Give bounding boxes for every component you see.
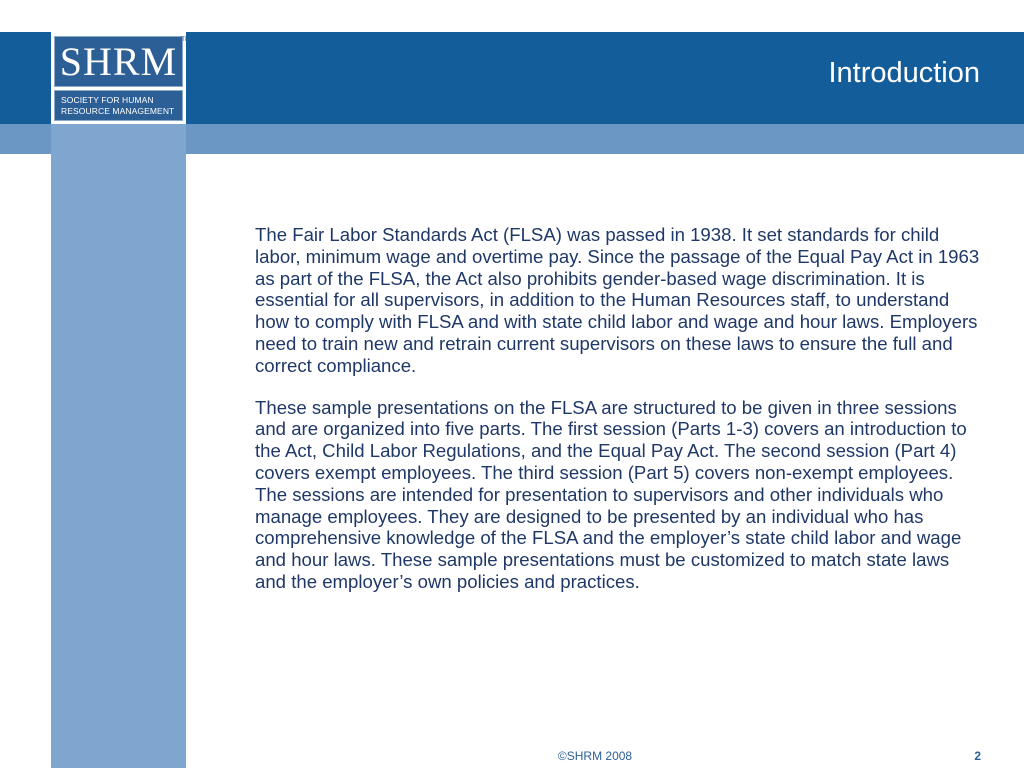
shrm-logo (51, 32, 190, 124)
logo-letters: SHRM (59, 38, 178, 84)
logo-caption (54, 90, 183, 121)
logo-caption-line: SOCIETY FOR HUMAN (61, 95, 154, 105)
slide-title: Introduction (828, 57, 980, 89)
logo-mark (54, 36, 190, 87)
left-accent-bar (51, 124, 186, 768)
footer-page-number: 2 (974, 749, 981, 763)
slide-body (255, 224, 985, 613)
body-paragraph: These sample presentations on the FLSA are structured to be given in three sessions and are organized into five parts. The first session (Parts 1-3) covers an introduction to the Act, Child Labor Regulations, and the Equal Pay Act. The second session (Part 4) covers exempt employees. The third session (Part 5) covers non-exempt employees. The sessions are intended for presentation to supervisors and other individuals who manage employees. They are designed to be presented by an individual who has comprehensive knowledge of the FLSA and the employer’s state child labor and wage and hour laws. These sample presentations must be customized to match state laws and the employer’s own policies and practices. (255, 396, 967, 592)
logo-trademark: TM (181, 37, 190, 43)
logo-caption-line: RESOURCE MANAGEMENT (61, 106, 175, 116)
body-paragraph: The Fair Labor Standards Act (FLSA) was passed in 1938. It set standards for child labor, minimum wage and overtime pay. Since the passage of the Equal Pay Act in 1963 as part of the FLSA, the Act also prohibits gender-based wage discrimination. It is essential for all supervisors, in addition to the Human Resources staff, to understand how to comply with FLSA and with state child labor and wage and hour laws. Employers need to train new and retrain current supervisors on these laws to ensure the full and correct compliance. (255, 224, 980, 376)
footer-copyright: ©SHRM 2008 (557, 749, 633, 763)
